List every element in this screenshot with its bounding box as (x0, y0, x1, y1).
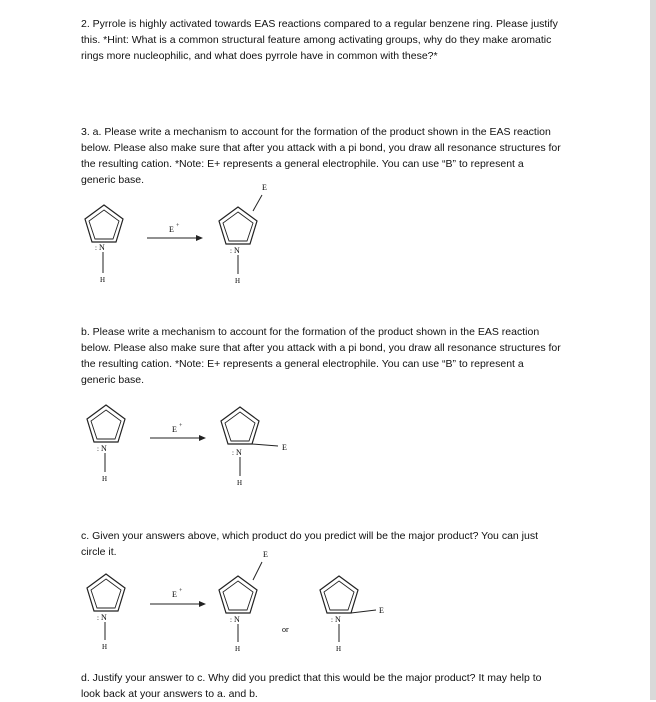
nitrogen-label: N (335, 615, 341, 624)
electrophile-charge: + (176, 223, 180, 229)
hydrogen-label: H (102, 643, 108, 651)
electrophile-label: E (172, 590, 177, 599)
hydrogen-label: H (235, 645, 241, 653)
pyrrole-product-c3-option (219, 550, 268, 653)
nitrogen-label: N (99, 243, 105, 252)
substituent-label: E (282, 443, 287, 452)
hydrogen-label: H (235, 277, 241, 285)
question-3a: 3. a. Please write a mechanism to account for the formation of the product shown in the EAS reaction below. Please also make sure that after you attack with a pi bond, you draw all resonance structures for the resulting cation. *Note: E+ represents a general electrophile. You can use “B” to represent a generic base. (81, 126, 561, 186)
electrophile-label: E (169, 225, 174, 234)
lone-pair-dots: : (97, 445, 99, 453)
nitrogen-label: N (101, 444, 107, 453)
question-3c: c. Given your answers above, which product do you predict will be the major product? You can just circle it. (81, 530, 539, 558)
lone-pair-dots: : (230, 616, 232, 624)
or-label: or (282, 625, 289, 634)
substituent-label: E (262, 183, 267, 192)
lone-pair-dots: : (331, 616, 333, 624)
nitrogen-label: N (101, 613, 107, 622)
lone-pair-dots: : (232, 449, 234, 457)
electrophile-label: E (172, 425, 177, 434)
nitrogen-label: N (234, 246, 240, 255)
substituent-label: E (379, 606, 384, 615)
lone-pair-dots: : (230, 247, 232, 255)
nitrogen-label: N (234, 615, 240, 624)
pyrrole-reactant-3c (87, 574, 125, 651)
hydrogen-label: H (102, 475, 108, 483)
question-3b: b. Please write a mechanism to account for the formation of the product shown in the EAS reaction below. Please also make sure that after you attack with a pi bond, you draw all resonance structures for the resulting cation. *Note: E+ represents a general electrophile. You can use “B” to represent a generic base. (81, 326, 561, 386)
electrophile-charge: + (179, 423, 183, 429)
pyrrole-product-c2-option (320, 576, 384, 653)
lone-pair-dots: : (97, 614, 99, 622)
lone-pair-dots: : (95, 244, 97, 252)
hydrogen-label: H (100, 276, 106, 284)
question-3d: d. Justify your answer to c. Why did you predict that this would be the major product? It may help to look back at your answers to a. and b. (81, 672, 542, 700)
hydrogen-label: H (237, 479, 243, 487)
electrophile-charge: + (179, 588, 183, 594)
substituent-label: E (263, 550, 268, 559)
question-2: 2. Pyrrole is highly activated towards EAS reactions compared to a regular benzene ring. Please justify this. *Hint: What is a common structural feature among activating groups, why do they make aromatic rings more nucleophilic, and what does pyrrole have in common with these?* (81, 18, 558, 62)
hydrogen-label: H (336, 645, 342, 653)
nitrogen-label: N (236, 448, 242, 457)
